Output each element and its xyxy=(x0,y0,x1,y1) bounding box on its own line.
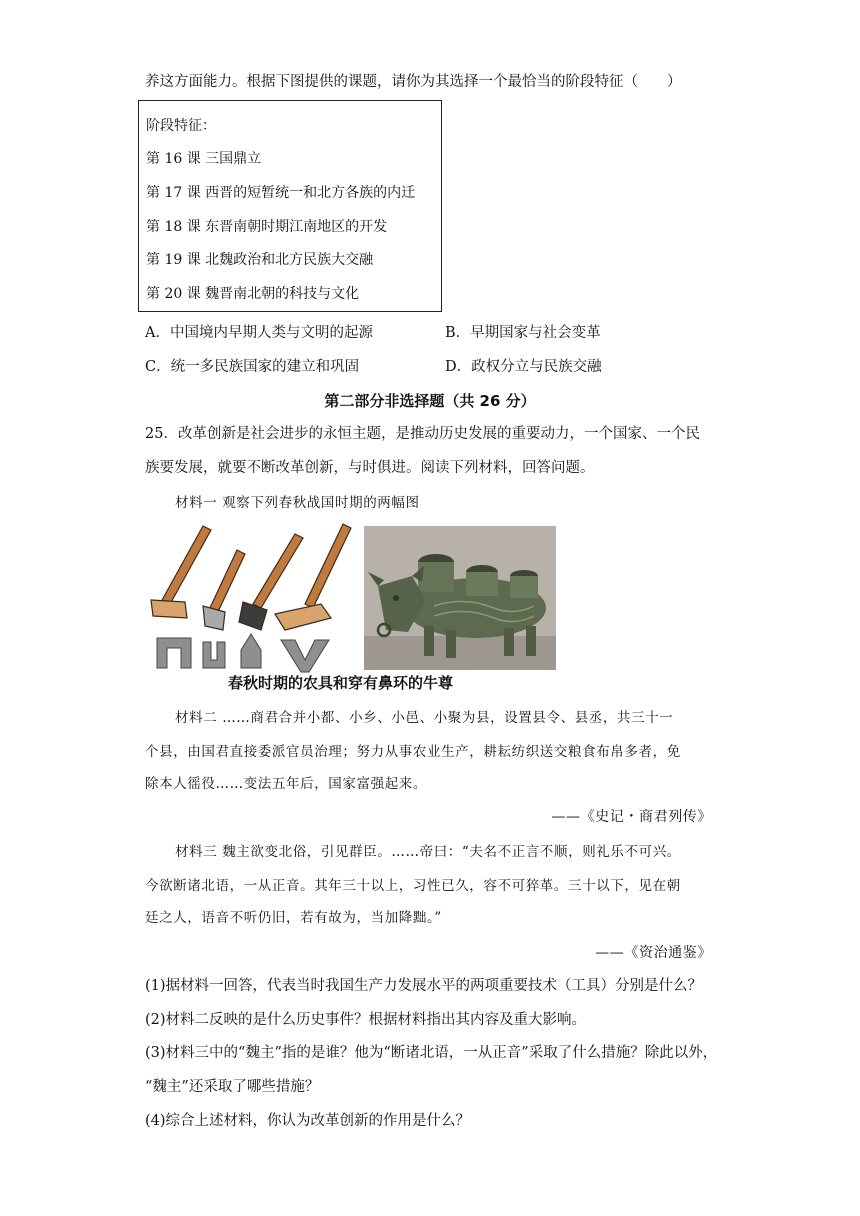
option-b: B．早期国家与社会变革 xyxy=(445,325,601,341)
stage-box-header: 阶段特征： xyxy=(146,118,216,134)
option-d: D．政权分立与民族交融 xyxy=(445,359,602,375)
material-3-source: ——《资治通鉴》 xyxy=(595,945,712,961)
question-3-line-1: (3)材料三中的“魏主”指的是谁？他为“断诸北语，一从正音”采取了什么措施？除此以外， xyxy=(145,1045,718,1061)
figure-caption: 春秋时期的农具和穿有鼻环的牛尊 xyxy=(228,674,454,692)
stage-feature-box xyxy=(138,100,442,312)
lesson-19: 第 19 课 北魏政治和北方民族大交融 xyxy=(146,252,374,268)
option-a: A．中国境内早期人类与文明的起源 xyxy=(145,325,373,341)
question-1: (1)据材料一回答，代表当时我国生产力发展水平的两项重要技术（工具）分别是什么？ xyxy=(145,978,703,994)
material-2-line-1: 材料二 ……商君合并小都、小乡、小邑、小聚为县，设置县令、县丞，共三十一 xyxy=(175,710,674,726)
material-2-line-3: 除本人徭役……变法五年后，国家富强起来。 xyxy=(145,776,427,792)
q25-stem-line-2: 族要发展，就要不断改革创新，与时俱进。阅读下列材料，回答问题。 xyxy=(145,460,595,476)
q24-intro: 养这方面能力。根据下图提供的课题，请你为其选择一个最恰当的阶段特征（ ） xyxy=(145,74,682,90)
material-2-source: ——《史记・商君列传》 xyxy=(551,809,712,825)
lesson-16: 第 16 课 三国鼎立 xyxy=(146,151,262,167)
material-3-line-3: 廷之人，语音不听仍旧，若有故为，当加降黜。” xyxy=(145,910,442,926)
q25-stem-line-1: 25．改革创新是社会进步的永恒主题，是推动历史发展的重要动力，一个国家、一个民 xyxy=(145,426,700,442)
material-3-line-2: 今欲断诸北语，一从正音。其年三十以上，习性已久，容不可猝革。三十以下，见在朝 xyxy=(145,878,681,894)
material-2-line-2: 个县，由国君直接委派官员治理；努力从事农业生产，耕耘纺织送交粮食布帛多者，免 xyxy=(145,744,681,760)
ox-zun-bronze-photo xyxy=(364,526,556,670)
option-c: C．统一多民族国家的建立和巩固 xyxy=(145,359,360,375)
material-3-line-1: 材料三 魏主欲变北俗，引见群臣。……帝曰：“夫名不正言不顺，则礼乐不可兴。 xyxy=(175,844,681,860)
material-1-figure xyxy=(145,522,557,690)
farm-tools-illustration xyxy=(145,522,357,690)
material-1-title: 材料一 观察下列春秋战国时期的两幅图 xyxy=(175,495,420,511)
lesson-18: 第 18 课 东晋南朝时期江南地区的开发 xyxy=(146,219,388,235)
question-2: (2)材料二反映的是什么历史事件？根据材料指出其内容及重大影响。 xyxy=(145,1012,587,1028)
lesson-20: 第 20 课 魏晋南北朝的科技与文化 xyxy=(146,286,360,302)
question-3-line-2: “魏主”还采取了哪些措施？ xyxy=(145,1079,320,1095)
lesson-17: 第 17 课 西晋的短暂统一和北方各族的内迁 xyxy=(146,185,416,201)
question-4: (4)综合上述材料，你认为改革创新的作用是什么？ xyxy=(145,1113,471,1129)
section-2-title: 第二部分非选择题（共 26 分） xyxy=(324,392,536,410)
